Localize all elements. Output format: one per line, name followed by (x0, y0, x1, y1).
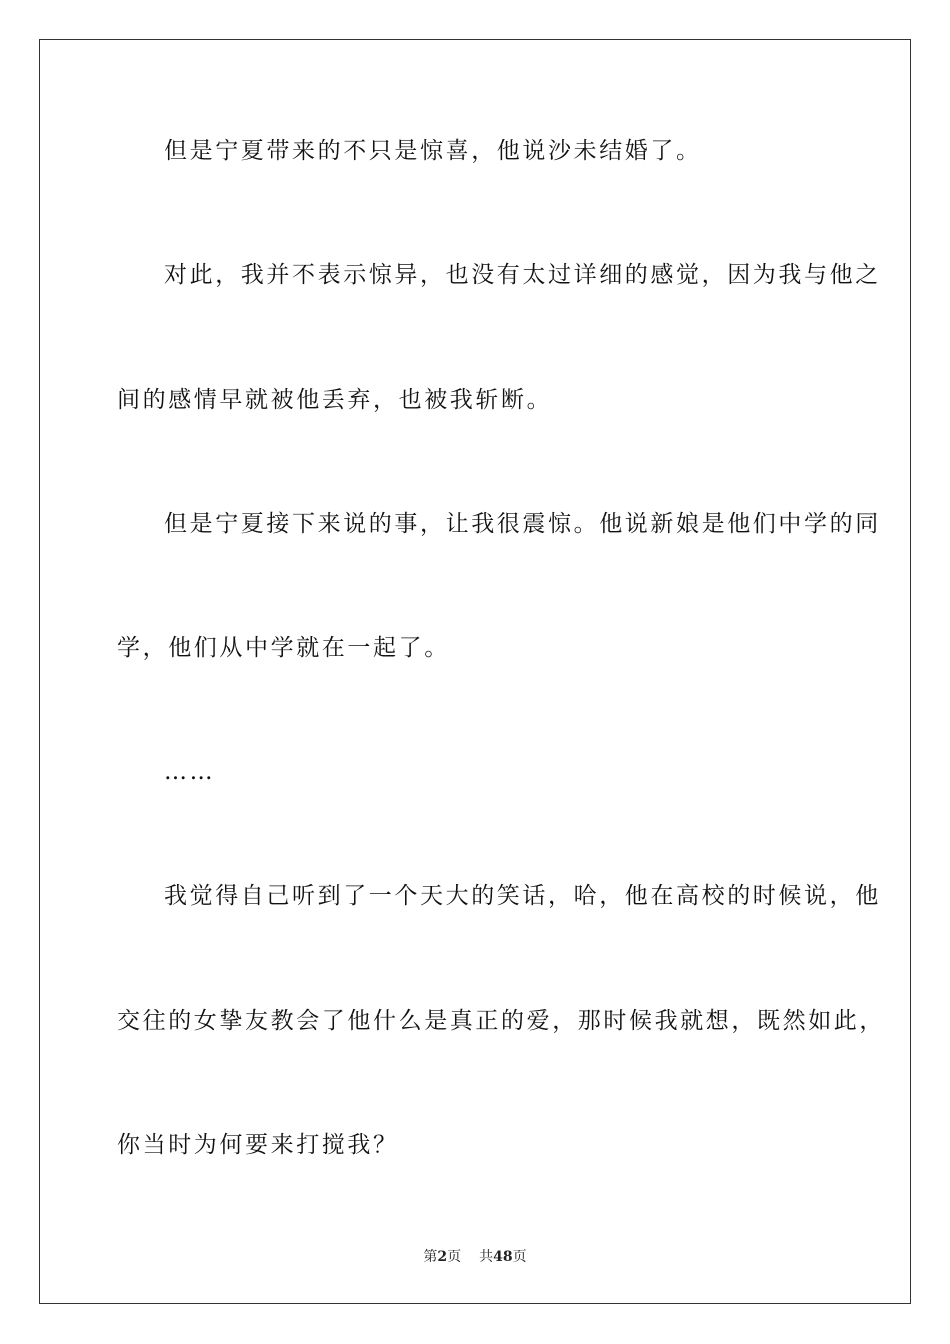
total-prefix: 共 (479, 1249, 494, 1265)
paragraph-line: 对此，我并不表示惊异，也没有太过详细的感觉，因为我与他之 (164, 262, 881, 288)
ellipsis-line: …… (164, 759, 216, 785)
page-border (39, 39, 911, 1304)
page-prefix: 第 (423, 1249, 438, 1265)
page-suffix: 页 (447, 1249, 462, 1265)
paragraph-line: 学，他们从中学就在一起了。 (117, 635, 450, 661)
total-pages: 48 (493, 1249, 513, 1265)
paragraph-line: 我觉得自己听到了一个天大的笑话，哈，他在高校的时候说，他 (164, 883, 881, 909)
paragraph-line: 你当时为何要来打搅我？ (117, 1132, 399, 1158)
total-suffix: 页 (512, 1249, 527, 1265)
paragraph-line: 交往的女挚友教会了他什么是真正的爱，那时候我就想，既然如此， (117, 1008, 885, 1034)
paragraph-line: 间的感情早就被他丢弃，也被我斩断。 (117, 387, 553, 413)
page-number: 2 (437, 1249, 448, 1265)
page-footer (0, 1247, 950, 1267)
paragraph-line: 但是宁夏接下来说的事，让我很震惊。他说新娘是他们中学的同 (164, 511, 881, 537)
paragraph-line: 但是宁夏带来的不只是惊喜，他说沙未结婚了。 (164, 138, 702, 164)
